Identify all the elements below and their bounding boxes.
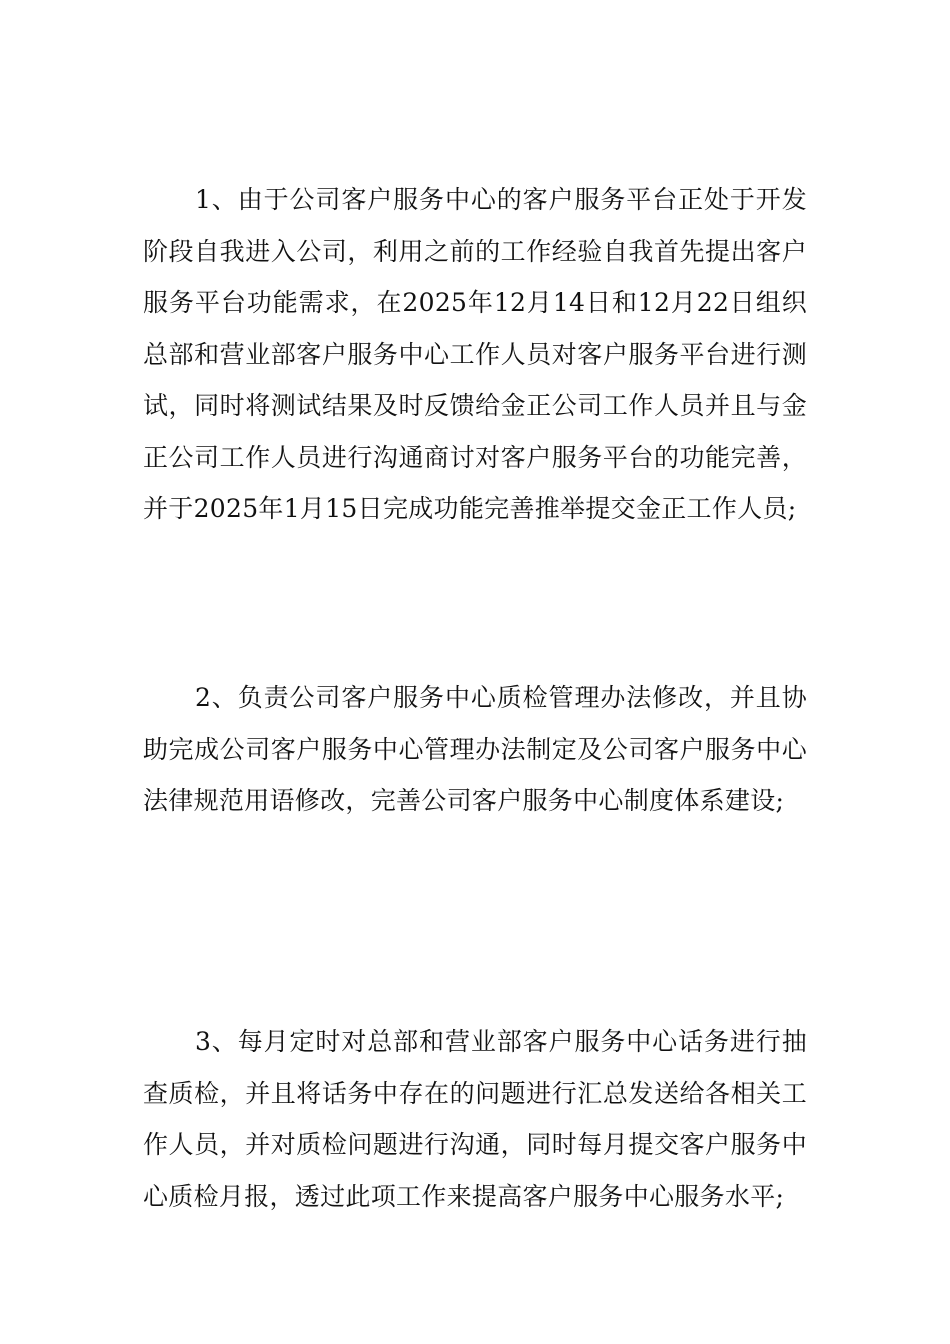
- paragraph-item-3: 3、每月定时对总部和营业部客户服务中心话务进行抽查质检，并且将话务中存在的问题进行汇总发送给各相关工作人员，并对质检问题进行沟通，同时每月提交客户服务中心质检月报，透过此项工作来提高客户服务中心服务水平;: [143, 1027, 807, 1211]
- paragraph-item-1: 1、由于公司客户服务中心的客户服务平台正处于开发阶段自我进入公司，利用之前的工作经验自我首先提出客户服务平台功能需求，在2025年12月14日和12月22日组织总部和营业部客户服务中心工作人员对客户服务平台进行测试，同时将测试结果及时反馈给金正公司工作人员并且与金正公司工作人员进行沟通商讨对客户服务平台的功能完善，并于2025年1月15日完成功能完善推举提交金正工作人员;: [143, 185, 807, 523]
- paragraph-item-2: 2、负责公司客户服务中心质检管理办法修改，并且协助完成公司客户服务中心管理办法制定及公司客户服务中心法律规范用语修改，完善公司客户服务中心制度体系建设;: [143, 683, 807, 815]
